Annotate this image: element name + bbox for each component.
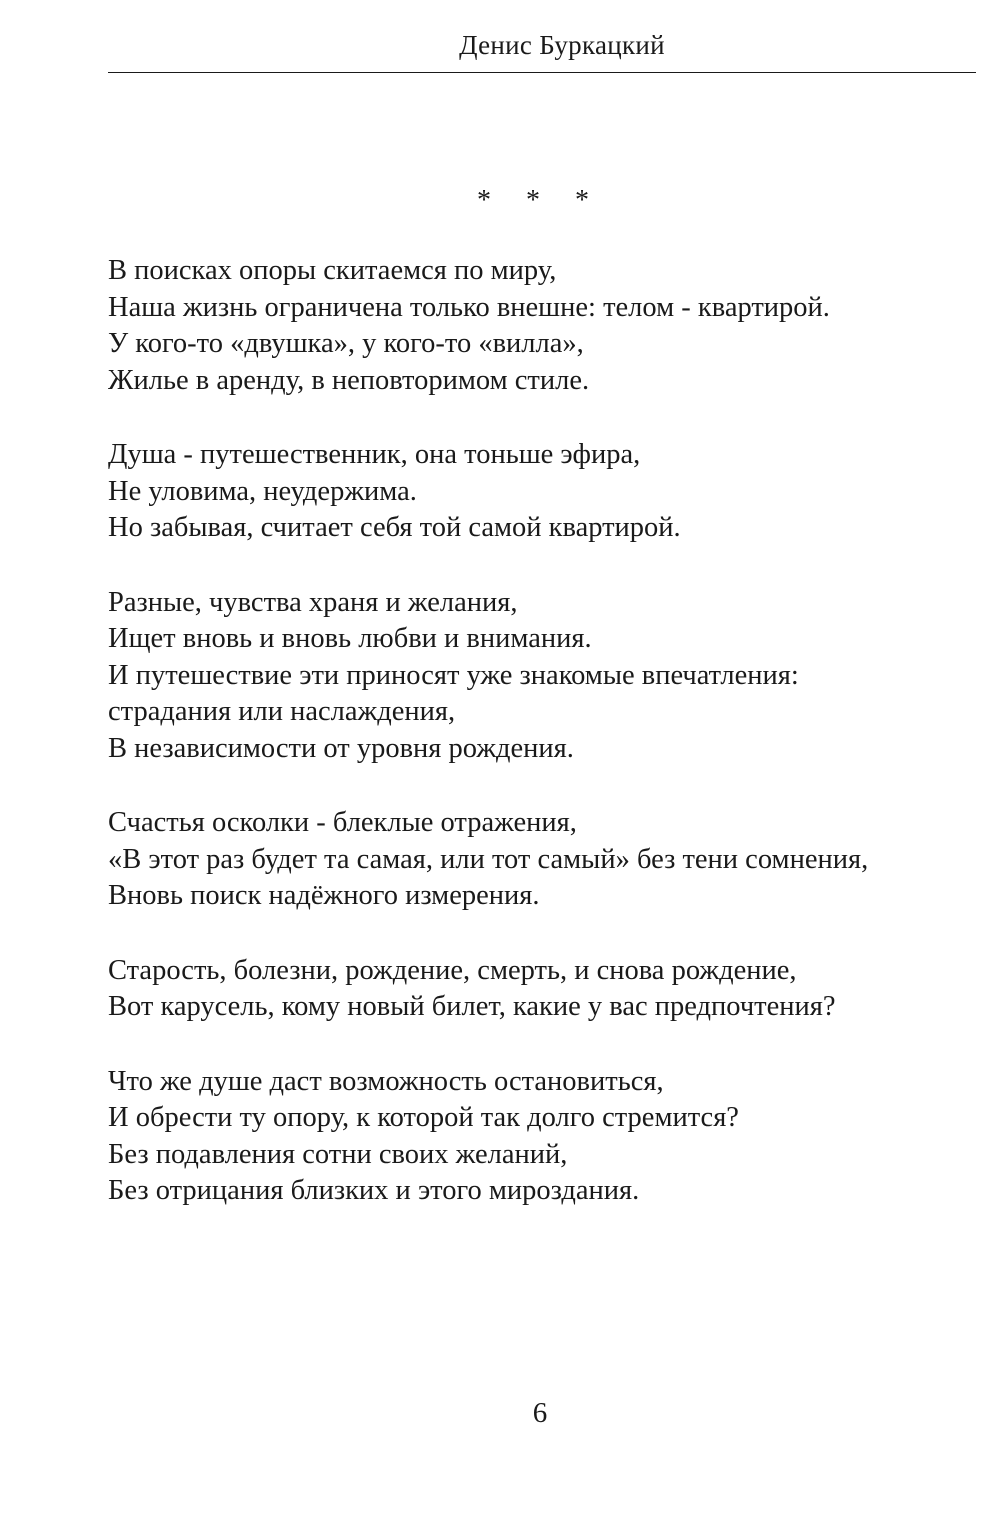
- stanza-1: [108, 253, 980, 399]
- poem-line: страдания или наслаждения,: [108, 696, 456, 727]
- stanza-6: [108, 1064, 980, 1210]
- poem-line: Душа - путешественник, она тоньше эфира,: [108, 439, 641, 470]
- poem-line: «В этот раз будет та самая, или тот самый» без тени сомнения,: [108, 843, 869, 875]
- stanza-3: [108, 585, 980, 768]
- poem-line: Наша жизнь ограничена только внешне: телом - квартирой.: [108, 291, 830, 323]
- poem-line: Без подавления сотни своих желаний,: [108, 1138, 568, 1170]
- poem-line: Ищет вновь и вновь любви и внимания.: [108, 623, 592, 654]
- poem-body: [108, 253, 980, 1248]
- header-rule: [108, 72, 976, 73]
- poem-line: Но забывая, считает себя той самой квартирой.: [108, 512, 681, 543]
- poem-line: Не уловима, неудержима.: [108, 475, 417, 507]
- poem-line: И обрести ту опору, к которой так долго стремится?: [108, 1102, 739, 1133]
- poem-line: Вновь поиск надёжного измерения.: [108, 880, 540, 911]
- author-name: Денис Буркацкий: [459, 30, 665, 60]
- page-number: 6: [532, 1397, 548, 1429]
- poem-line: И путешествие эти приносят уже знакомые впечатления:: [108, 659, 799, 691]
- poem-line: Вот карусель, кому новый билет, какие у вас предпочтения?: [108, 991, 836, 1022]
- poem-line: Что же душе даст возможность остановиться,: [108, 1065, 664, 1097]
- poem-line: В поисках опоры скитаемся по миру,: [108, 255, 557, 286]
- poem-line: В независимости от уровня рождения.: [108, 732, 574, 764]
- poem-line: У кого-то «двушка», у кого-то «вилла»,: [108, 328, 584, 359]
- stanza-5: [108, 953, 980, 1026]
- section-separator: * * *: [477, 185, 603, 216]
- running-header: [108, 28, 976, 74]
- poem-line: Счастья осколки - блеклые отражения,: [108, 807, 577, 838]
- poem-line: Разные, чувства храня и желания,: [108, 586, 518, 618]
- stanza-2: [108, 437, 980, 547]
- stanza-4: [108, 805, 980, 915]
- poem-line: Старость, болезни, рождение, смерть, и снова рождение,: [108, 954, 797, 986]
- poem-line: Жилье в аренду, в неповторимом стиле.: [108, 364, 590, 396]
- poem-line: Без отрицания близких и этого мироздания.: [108, 1175, 640, 1206]
